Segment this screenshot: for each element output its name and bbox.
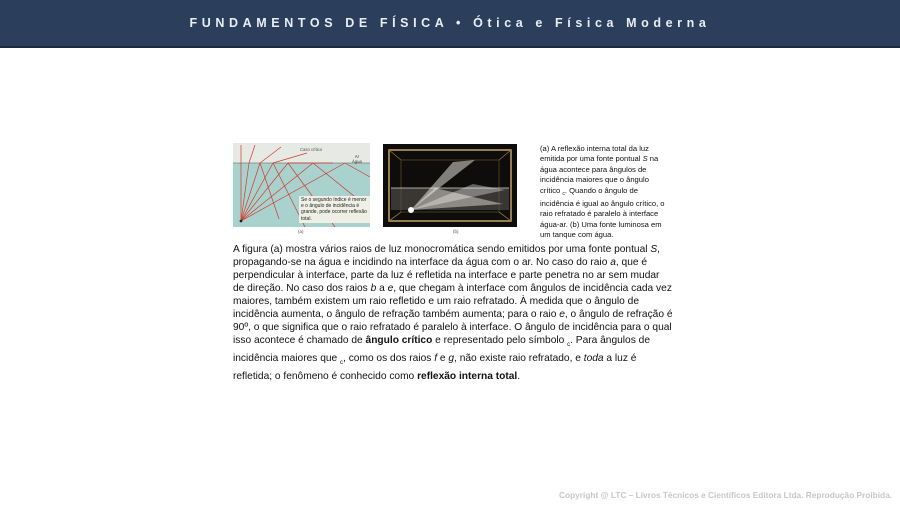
body-text-run: , como os dos raios xyxy=(343,353,435,364)
page-title: FUNDAMENTOS DE FÍSICA • Ótica e Física Moderna xyxy=(189,16,711,30)
body-text-run: , o ângulo de refração é 90º, o que significa que o raio refratado é paralelo à interface. O ângulo de incidência para o qual isso acontece é chamado de xyxy=(233,309,673,346)
critical-case-label: Caso crítico xyxy=(300,147,323,152)
body-paragraph xyxy=(233,243,673,383)
body-text-run: a luz é refletida; o fenômeno é conhecido como xyxy=(233,353,637,382)
figure-b-drawing xyxy=(383,144,517,227)
body-italic: b xyxy=(370,283,377,294)
body-italic: f xyxy=(434,353,438,364)
body-italic: e xyxy=(559,309,565,320)
water-label: Água xyxy=(352,158,362,164)
caption-subscript: c xyxy=(562,190,565,197)
body-text-run: e representado pelo símbolo xyxy=(432,335,568,346)
total-internal-reflection-term: reflexão interna total xyxy=(417,371,518,382)
caption-text: na água acontece para ângulos de incidência maiores que o ângulo crítico xyxy=(540,154,659,195)
figure-a-note: Se o segundo índice é menor e o ângulo de incidência é grande, pode ocorrer reflexão total. xyxy=(299,196,370,223)
body-italic: g xyxy=(448,353,455,364)
body-text-run: , não existe raio refratado, e xyxy=(454,353,584,364)
body-text-run: , que é perpendicular à interface, parte da luz é refletida na interface e parte penetra no ar sem mudar de direção. No caso dos raios xyxy=(233,257,660,294)
copyright-footer: Copyright @ LTC – Livros Técnicos e Científicos Editora Ltda. Reprodução Proibida. xyxy=(559,490,892,500)
body-italic: toda xyxy=(583,353,604,364)
figure-caption xyxy=(540,144,670,241)
body-italic: S xyxy=(650,244,658,255)
body-subscript: c xyxy=(340,360,344,366)
air-water-labels xyxy=(352,155,362,164)
figure-a-ray-diagram xyxy=(233,143,370,227)
body-italic: a xyxy=(610,257,616,268)
figure-b-mark: (b) xyxy=(453,229,459,234)
body-subscript: c xyxy=(567,342,571,348)
body-text-run: . xyxy=(517,371,521,382)
body-text-run: a xyxy=(376,283,388,294)
body-text-run: e xyxy=(437,353,449,364)
body-text-run: A figura (a) mostra vários raios de luz monocromática sendo emitidos por uma fonte pontual xyxy=(233,244,651,255)
header-bar xyxy=(0,0,900,48)
body-text-run: , que chegam à interface com ângulos de incidência cada vez maiores, também existem um raio refletido e um raio refratado. À medida que o ângulo de incidência aumenta, o ângulo de refração também aumenta; para o raio xyxy=(233,283,672,320)
body-text-run: , propagando-se na água e incidindo na interface da água com o ar. No caso do raio xyxy=(233,244,660,268)
caption-text: . Quando o ângulo de incidência é igual ao ângulo crítico, o raio refratado é paralelo à interface água-ar. (b) Uma fonte luminosa em um tanque com água. xyxy=(540,185,665,240)
body-italic: e xyxy=(387,283,394,294)
caption-text: (a) A reflexão interna total da luz emitida por uma fonte pontual xyxy=(540,144,649,164)
critical-angle-term: ângulo crítico xyxy=(365,335,433,346)
body-text-run: . Para ângulos de incidência maiores que xyxy=(233,335,650,364)
caption-source-s: S xyxy=(642,154,648,164)
air-label: Ar xyxy=(354,154,359,159)
figure-a-mark: (a) xyxy=(298,229,304,234)
figure-b-photo xyxy=(383,144,517,227)
